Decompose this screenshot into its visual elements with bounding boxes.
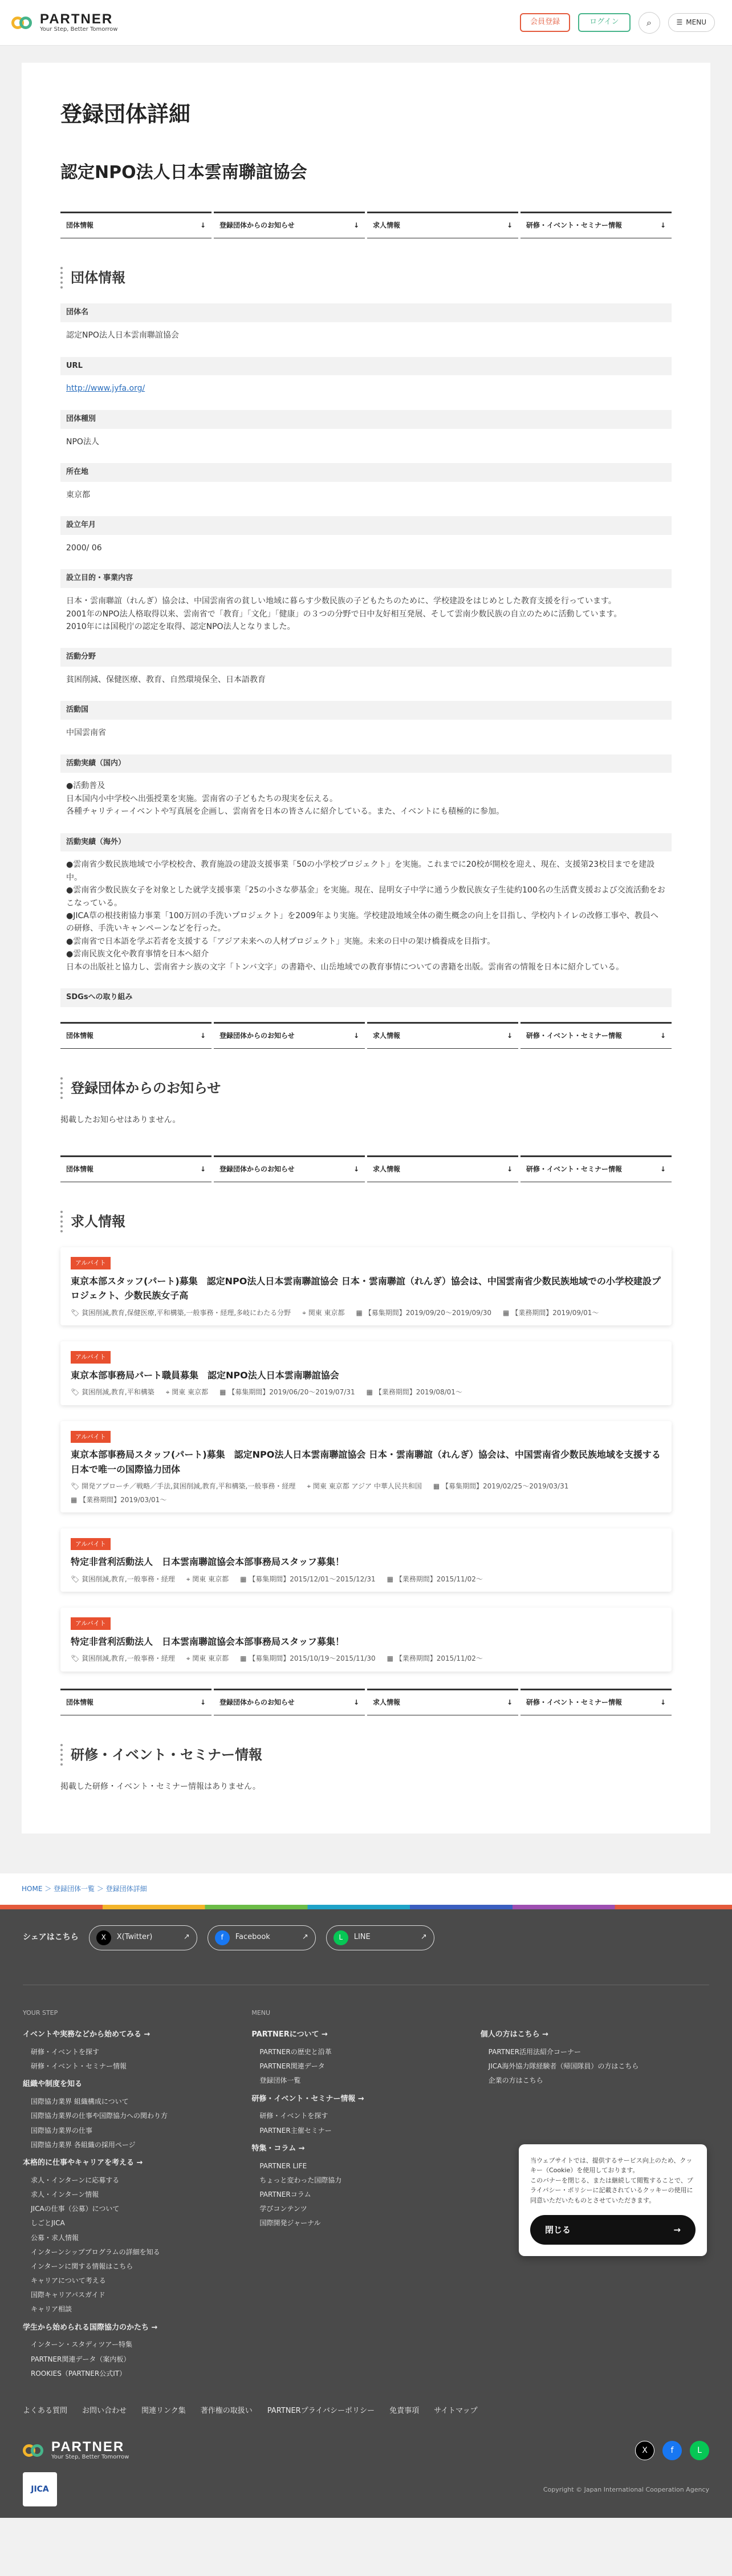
arrow-down-icon: ↓: [200, 221, 206, 229]
location-icon: ⌖: [307, 1482, 313, 1491]
logo-rings-icon: [23, 2443, 46, 2458]
logo-rings-icon: [11, 15, 34, 30]
footer-col-menu: [251, 2008, 480, 2383]
field-value: ●雲南省少数民族地域で小学校校舎、教育施設の建設支援事業「50の小学校プロジェクト」を実施。これまでに20校が開校を迎え、現在、支援第23校目までを建設中。 ●雲南省少数民族女子を対象とした就学支援事業「25の小さな夢基金」を実施。現在、昆明女子中学に通う少数民族女子生徒約100名の生活費支援および交流活動をおこなっている。 ●JICA草の根技術協力事業「100万回の手洗いプロジェクト」を2009年より実施。学校建設地域全体の衛生概念の向上を目指し、学校内トイレの改修工事や、教員への研修、手洗いキャンペーンなどを行った。 ●雲南省で日本語を学ぶ若者を支援する「アジア未来への人材プロジェクト」実施。未来の日中の架け橋養成を目指す。 ●雲南民族文化や教育事情を日本へ紹介 日本の出版社と協力し、雲南省ナシ族の文字「トンバ文字」の書籍や、山岳地域での教育事情についての書籍を出版。雲南省の情報を日本に紹介している。: [66, 860, 665, 972]
footer-link[interactable]: PARTNER主催セミナー: [259, 2126, 332, 2135]
x-icon[interactable]: X: [635, 2441, 654, 2460]
job-recruit: 【募集期間】2015/12/01〜2015/12/31: [249, 1575, 376, 1583]
main-card: [22, 63, 710, 1833]
field-value: ●活動普及 日本国内小中学校へ出張授業を実施。雲南省の子どもたちの現実を伝える。 各種チャリティーイベントや写真展を企画し、雲南省を日本の皆さんに紹介している。また、イベントにも積極的に参加。: [66, 781, 505, 817]
footer-bottom-link[interactable]: サイトマップ: [434, 2407, 478, 2416]
footer-link[interactable]: 国際協力業界 組織構成について: [31, 2098, 129, 2106]
job-recruit: 【募集期間】2019/02/25〜2019/03/31: [442, 1482, 569, 1491]
footer-group-heading[interactable]: 本格的に仕事やキャリアを考える →: [23, 2159, 143, 2167]
section-tabs: [60, 1155, 672, 1182]
job-field: 貧困削減,教育,一般事務・経理: [82, 1575, 175, 1583]
login-button[interactable]: ログイン: [578, 13, 630, 32]
field-value: 中国雲南省: [66, 728, 106, 738]
tab-link[interactable]: [520, 1155, 672, 1182]
job-place: 関東 東京都 アジア 中華人民共和国: [312, 1482, 422, 1491]
menu-button[interactable]: [668, 13, 715, 32]
share-label: X(Twitter): [116, 1933, 153, 1942]
job-meta-item: [367, 1387, 462, 1398]
footer-link[interactable]: 登録団体一覧: [259, 2076, 301, 2085]
arrow-down-icon: ↓: [200, 1165, 206, 1173]
footer-group-heading[interactable]: イベントや実務などから始めてみる →: [23, 2030, 151, 2039]
field-label: 設立目的・事業内容: [60, 569, 672, 588]
register-button[interactable]: 会員登録: [520, 13, 570, 32]
calendar-icon: ▦: [71, 1495, 80, 1504]
footer-group-heading[interactable]: 特集・コラム →: [251, 2144, 305, 2153]
job-title[interactable]: 東京本部スタッフ(パート)募集 認定NPO法人日本雲南聯誼協会 日本・雲南聯誼（れんぎ）協会は、中国雲南省少数民族地域での小学校建設プロジェクト、少数民族女子高: [71, 1275, 661, 1301]
field-label: URL: [60, 357, 672, 376]
footer-link[interactable]: PARTNERコラム: [259, 2190, 311, 2198]
share-bar: [23, 1909, 709, 1985]
tag-icon: 🏷: [71, 1654, 82, 1663]
job-meta-item: [433, 1481, 569, 1492]
share-line-icon: L: [334, 1930, 348, 1945]
facebook-icon[interactable]: f: [662, 2441, 682, 2460]
cookie-text: 当ウェブサイトでは、提供するサービス向上のため、クッキー（Cookie）を使用しております。 このバナーを閉じる、または継続して閲覧することで、プライバシー・ポリシーに記載されているクッキーの使用に同意いただいたものとさせていただきます。: [530, 2156, 693, 2205]
field-label: 活動分野: [60, 648, 672, 667]
events-section-heading: 研修・イベント・セミナー情報: [60, 1744, 672, 1766]
footer-col-heading: [481, 2008, 709, 2018]
job-meta-item: [71, 1574, 175, 1585]
field-value: 2000/ 06: [66, 543, 102, 553]
footer-link[interactable]: PARTNER関連データ: [259, 2062, 325, 2071]
calendar-icon: ▦: [433, 1482, 442, 1491]
notice-empty-text: 掲載したお知らせはありません。: [60, 1115, 181, 1125]
tab-link[interactable]: [214, 1689, 365, 1715]
hamburger-icon: ☰: [676, 18, 683, 26]
notice-section-heading: 登録団体からのお知らせ: [60, 1077, 672, 1099]
calendar-icon: ▦: [240, 1654, 249, 1663]
tab-label: 求人情報: [373, 1698, 401, 1706]
arrow-down-icon: ↓: [506, 1031, 513, 1040]
copyright: Copyright © Japan International Cooperation Agency: [543, 2486, 709, 2494]
job-place: 関東 東京都: [308, 1309, 345, 1317]
jica-logo[interactable]: JICA: [23, 2472, 57, 2506]
external-link-icon: ↗: [302, 1933, 308, 1942]
tab-label: 登録団体からのお知らせ: [219, 221, 295, 229]
arrow-down-icon: ↓: [200, 1031, 206, 1040]
section-tabs: [60, 212, 672, 238]
arrow-down-icon: ↓: [353, 1165, 359, 1173]
share-xtwitter-icon: X: [96, 1930, 111, 1945]
location-icon: ⌖: [165, 1388, 172, 1397]
job-meta-item: [503, 1308, 599, 1319]
calendar-icon: ▦: [387, 1654, 396, 1663]
arrow-down-icon: ↓: [660, 221, 666, 229]
tab-label: 求人情報: [373, 1165, 401, 1173]
footer-bottom-link[interactable]: よくある質問: [23, 2407, 68, 2416]
footer-bottom-link[interactable]: 著作権の取扱い: [200, 2407, 253, 2416]
tab-link[interactable]: [60, 1689, 212, 1715]
tab-label: 登録団体からのお知らせ: [219, 1698, 295, 1706]
footer-link[interactable]: インターンに関する情報はこちら: [31, 2262, 133, 2270]
job-type-badge: アルバイト: [71, 1617, 111, 1630]
footer-link[interactable]: 研修・イベントを探す: [259, 2112, 328, 2120]
share-label: シェアはこちら: [23, 1933, 79, 1942]
cookie-close-button[interactable]: [530, 2215, 696, 2245]
job-field: 貧困削減,教育,保健医療,平和構築,一般事務・経理,多岐にわたる分野: [82, 1309, 291, 1317]
job-card[interactable]: [60, 1608, 672, 1671]
field-link[interactable]: http://www.jyfa.org/: [66, 384, 145, 394]
footer-link[interactable]: PARTNER関連データ（案内板）: [31, 2355, 131, 2363]
tab-link[interactable]: [367, 1022, 518, 1049]
field-label: SDGsへの取り組み: [60, 988, 672, 1007]
footer-link[interactable]: しごとJICA: [31, 2219, 65, 2228]
footer-social: [635, 2441, 709, 2460]
job-meta: [71, 1308, 661, 1319]
tab-link[interactable]: [60, 1155, 212, 1182]
tab-link[interactable]: [367, 212, 518, 238]
tab-link[interactable]: [520, 1022, 672, 1049]
tab-label: 研修・イベント・セミナー情報: [526, 221, 623, 229]
arrow-down-icon: ↓: [200, 1698, 206, 1706]
logo-name: PARTNER: [40, 11, 113, 27]
job-place: 関東 東京都: [172, 1388, 209, 1397]
job-meta-item: [71, 1308, 291, 1319]
job-meta-item: [186, 1653, 229, 1664]
field-value: 貧困削減、保健医療、教育、自然環境保全、日本語教育: [66, 675, 266, 685]
job-place: 関東 東京都: [192, 1575, 229, 1583]
arrow-down-icon: ↓: [660, 1698, 666, 1706]
job-field: 貧困削減,教育,一般事務・経理: [82, 1654, 175, 1663]
field-value: NPO法人: [66, 437, 99, 447]
arrow-down-icon: ↓: [660, 1031, 666, 1040]
location-icon: ⌖: [186, 1654, 193, 1663]
section-tabs: [60, 1689, 672, 1715]
logo-tagline: Your Step, Better Tomorrow: [51, 2453, 129, 2460]
tab-label: 登録団体からのお知らせ: [219, 1031, 295, 1040]
field-label: 団体種別: [60, 410, 672, 429]
footer-link[interactable]: ROOKIES（PARTNER公式IT）: [31, 2369, 127, 2378]
field-label: 設立年月: [60, 516, 672, 535]
arrow-down-icon: ↓: [506, 1698, 513, 1706]
job-title[interactable]: 特定非営利活動法人 日本雲南聯誼協会本部事務局スタッフ募集！: [71, 1636, 345, 1647]
job-recruit: 【募集期間】2019/09/20〜2019/09/30: [364, 1309, 492, 1317]
job-work: 【業務期間】2015/11/02〜: [395, 1654, 483, 1663]
job-type-badge: アルバイト: [71, 1257, 111, 1269]
tab-link[interactable]: [214, 1022, 365, 1049]
share-label: Facebook: [235, 1933, 270, 1942]
arrow-down-icon: ↓: [660, 1165, 666, 1173]
field-value: [60, 382, 672, 395]
color-stripe: [0, 1905, 732, 1909]
job-card[interactable]: [60, 1247, 672, 1325]
field-label: 団体名: [60, 303, 672, 322]
arrow-down-icon: ↓: [506, 221, 513, 229]
footer-group-heading[interactable]: 研修・イベント・セミナー情報 →: [251, 2094, 364, 2103]
tab-link[interactable]: [214, 1155, 365, 1182]
footer-link[interactable]: 国際キャリアパスガイド: [31, 2291, 105, 2299]
job-place: 関東 東京都: [192, 1654, 229, 1663]
job-title[interactable]: 特定非営利活動法人 日本雲南聯誼協会本部事務局スタッフ募集！: [71, 1556, 345, 1568]
site-logo[interactable]: [11, 13, 117, 33]
footer-link[interactable]: 公募・求人情報: [31, 2233, 79, 2242]
job-meta-item: [186, 1574, 229, 1585]
tab-label: 団体情報: [66, 221, 94, 229]
footer-link[interactable]: ちょっと変わった国際協力: [259, 2176, 342, 2184]
job-meta-item: [71, 1387, 154, 1398]
cookie-banner: [519, 2144, 707, 2256]
arrow-right-icon: →: [673, 2224, 681, 2235]
events-empty-text: 掲載した研修・イベント・セミナー情報はありません。: [60, 1782, 261, 1792]
footer-link[interactable]: 研修・イベントを探す: [31, 2048, 100, 2056]
job-meta-item: [219, 1387, 355, 1398]
tab-label: 求人情報: [373, 1031, 401, 1040]
tab-link[interactable]: [520, 1689, 672, 1715]
cookie-close-label: 閉じる: [545, 2224, 571, 2235]
tab-label: 団体情報: [66, 1698, 94, 1706]
calendar-icon: ▦: [366, 1388, 375, 1397]
footer-link[interactable]: キャリア相談: [31, 2305, 72, 2314]
footer-col-yourstep: [23, 2008, 251, 2383]
location-icon: ⌖: [186, 1575, 193, 1583]
job-type-badge: アルバイト: [71, 1431, 111, 1443]
breadcrumb[interactable]: HOME ＞ 登録団体一覧 ＞ 登録団体詳細: [0, 1873, 732, 1905]
search-icon[interactable]: ⌕: [639, 12, 660, 34]
footer-link[interactable]: 企業の方はこちら: [488, 2076, 543, 2085]
arrow-down-icon: ↓: [353, 221, 359, 229]
tag-icon: 🏷: [71, 1388, 82, 1397]
job-field: 開発アプローチ／戦略／手法,貧困削減,教育,平和構築,一般事務・経理: [82, 1482, 296, 1491]
field-value: 東京都: [66, 490, 90, 500]
footer-links: [23, 2383, 709, 2429]
footer-link[interactable]: インターン・スタディツアー特集: [31, 2340, 132, 2349]
footer-link[interactable]: 研修・イベント・セミナー情報: [31, 2062, 127, 2071]
external-link-icon: ↗: [420, 1933, 427, 1942]
tab-label: 研修・イベント・セミナー情報: [526, 1031, 623, 1040]
share-button-xtwitter[interactable]: [89, 1925, 197, 1950]
page-title: 登録団体詳細: [60, 102, 191, 127]
footer-link[interactable]: 国際協力業界 各組織の採用ページ: [31, 2140, 136, 2149]
calendar-icon: ▦: [240, 1575, 249, 1583]
footer-bottom-link[interactable]: PARTNERプライバシーポリシー: [267, 2407, 375, 2416]
job-field: 貧困削減,教育,平和構築: [82, 1388, 154, 1397]
job-meta-item: [387, 1653, 483, 1664]
job-type-badge: アルバイト: [71, 1538, 111, 1551]
job-title[interactable]: 東京本部事務局スタッフ(パート)募集 認定NPO法人日本雲南聯誼協会 日本・雲南聯誼（れんぎ）協会は、中国雲南省少数民族地域を支援する日本で唯一の国際協力団体: [71, 1449, 661, 1475]
job-recruit: 【募集期間】2019/06/20〜2019/07/31: [228, 1388, 355, 1397]
tag-icon: 🏷: [71, 1482, 82, 1491]
jobs-section-heading: 求人情報: [60, 1211, 672, 1232]
job-meta-item: [71, 1481, 295, 1492]
job-meta: [71, 1481, 661, 1505]
footer-link[interactable]: JICAの仕事（公募）について: [31, 2205, 120, 2213]
footer-logo[interactable]: [23, 2440, 129, 2461]
share-button-line[interactable]: [326, 1925, 434, 1950]
job-title[interactable]: 東京本部事務局パート職員募集 認定NPO法人日本雲南聯誼協会: [71, 1369, 339, 1381]
footer-group-heading[interactable]: 個人の方はこちら →: [480, 2030, 549, 2039]
tab-label: 研修・イベント・セミナー情報: [526, 1165, 623, 1173]
info-section-heading: 団体情報: [60, 267, 672, 289]
job-card[interactable]: [60, 1421, 672, 1512]
job-meta-item: [166, 1387, 208, 1398]
share-facebook-icon: f: [215, 1930, 230, 1945]
job-meta-item: [356, 1308, 492, 1319]
job-list: [60, 1247, 672, 1671]
footer-link[interactable]: 国際開発ジャーナル: [259, 2219, 321, 2228]
site-header: [0, 0, 732, 46]
site-footer: [0, 1905, 732, 2518]
job-card[interactable]: [60, 1528, 672, 1592]
job-work: 【業務期間】2019/09/01〜: [511, 1309, 599, 1317]
org-name-heading: 認定NPO法人日本雲南聯誼協会: [60, 162, 307, 182]
arrow-down-icon: ↓: [506, 1165, 513, 1173]
share-label: LINE: [353, 1933, 371, 1942]
job-meta: [71, 1574, 661, 1585]
tab-link[interactable]: [214, 212, 365, 238]
footer-link[interactable]: 求人・インターンに応募する: [31, 2176, 120, 2184]
field-label: 活動国: [60, 701, 672, 720]
job-meta-item: [240, 1653, 376, 1664]
job-meta: [71, 1653, 661, 1664]
footer-link[interactable]: インターンシッププログラムの詳細を知る: [31, 2248, 160, 2256]
line-icon[interactable]: L: [690, 2441, 709, 2460]
footer-col-heading: YOUR STEP: [23, 2009, 58, 2017]
footer-link[interactable]: 学びコンテンツ: [259, 2205, 307, 2213]
calendar-icon: ▦: [387, 1575, 396, 1583]
logo-tagline: Your Step, Better Tomorrow: [40, 26, 118, 33]
footer-col-heading: MENU: [251, 2009, 271, 2017]
job-meta-item: [240, 1574, 376, 1585]
tab-label: 登録団体からのお知らせ: [219, 1165, 295, 1173]
tab-link[interactable]: [60, 1022, 212, 1049]
job-meta-item: [71, 1653, 175, 1664]
job-work: 【業務期間】2019/03/01〜: [79, 1495, 167, 1504]
footer-link[interactable]: 国際協力業界の仕事や国際協力への関わり方: [31, 2112, 168, 2120]
arrow-down-icon: ↓: [353, 1698, 359, 1706]
job-type-badge: アルバイト: [71, 1351, 111, 1364]
tab-link[interactable]: [520, 212, 672, 238]
menu-label: MENU: [686, 18, 706, 26]
arrow-down-icon: ↓: [353, 1031, 359, 1040]
job-work: 【業務期間】2015/11/02〜: [395, 1575, 483, 1583]
footer-bottom-link[interactable]: 関連リンク集: [141, 2407, 186, 2416]
tab-link[interactable]: [60, 212, 212, 238]
job-meta-item: [302, 1308, 344, 1319]
footer-group-heading[interactable]: PARTNERについて →: [251, 2030, 328, 2039]
section-tabs: [60, 1022, 672, 1049]
field-value: 日本・雲南聯誼（れんぎ）協会は、中国雲南省の貧しい地域に暮らす少数民族の子どもたちのために、学校建設をはじめとした教育支援を行っています。 2001年のNPO法人格取得以来、雲南省で「教育」「文化」「健康」の３つの分野で日中友好相互発展、そして雲南少数民族の自立のために活動しています。 2010年には国税庁の認定を取得、認定NPO法人となりました。: [66, 597, 622, 631]
location-icon: ⌖: [302, 1309, 308, 1317]
footer-link[interactable]: PARTNER活用法紹介コーナー: [488, 2048, 581, 2056]
footer-group-heading[interactable]: 学生から始められる国際協力のかたち →: [23, 2323, 158, 2332]
tab-label: 求人情報: [373, 221, 401, 229]
field-label: 所在地: [60, 463, 672, 482]
footer-bottom-link[interactable]: お問い合わせ: [82, 2407, 127, 2416]
footer-link[interactable]: キャリアについて考える: [31, 2277, 106, 2285]
job-meta-item: [307, 1481, 422, 1492]
calendar-icon: ▦: [503, 1309, 512, 1317]
footer-bottom-link[interactable]: 免責事項: [389, 2407, 420, 2416]
calendar-icon: ▦: [356, 1309, 365, 1317]
job-meta: [71, 1387, 661, 1398]
tab-link[interactable]: [367, 1689, 518, 1715]
job-card[interactable]: [60, 1341, 672, 1405]
tab-label: 団体情報: [66, 1031, 94, 1040]
tag-icon: 🏷: [71, 1575, 82, 1583]
footer-link[interactable]: 国際協力業界の仕事: [31, 2126, 93, 2135]
field-label: 活動実績（国内）: [60, 754, 672, 773]
footer-link[interactable]: 求人・インターン情報: [31, 2190, 99, 2198]
calendar-icon: ▦: [219, 1388, 229, 1397]
job-meta-item: [71, 1495, 166, 1506]
external-link-icon: ↗: [183, 1933, 190, 1942]
logo-name: PARTNER: [51, 2439, 125, 2455]
tag-icon: 🏷: [71, 1309, 82, 1317]
footer-link[interactable]: PARTNERの歴史と沿革: [259, 2048, 332, 2056]
tab-label: 研修・イベント・セミナー情報: [526, 1698, 623, 1706]
job-meta-item: [387, 1574, 483, 1585]
footer-link[interactable]: JICA海外協力隊経験者（帰国隊員）の方はこちら: [488, 2062, 639, 2071]
tab-link[interactable]: [367, 1155, 518, 1182]
tab-label: 団体情報: [66, 1165, 94, 1173]
field-label: 活動実績（海外）: [60, 833, 672, 852]
info-fields: [60, 303, 672, 1007]
job-work: 【業務期間】2019/08/01〜: [375, 1388, 462, 1397]
footer-group-heading[interactable]: 組織や制度を知る: [23, 2080, 83, 2089]
field-value: 認定NPO法人日本雲南聯誼協会: [66, 331, 179, 340]
footer-link[interactable]: PARTNER LIFE: [259, 2161, 307, 2170]
job-recruit: 【募集期間】2015/10/19〜2015/11/30: [249, 1654, 376, 1663]
share-button-facebook[interactable]: [208, 1925, 316, 1950]
